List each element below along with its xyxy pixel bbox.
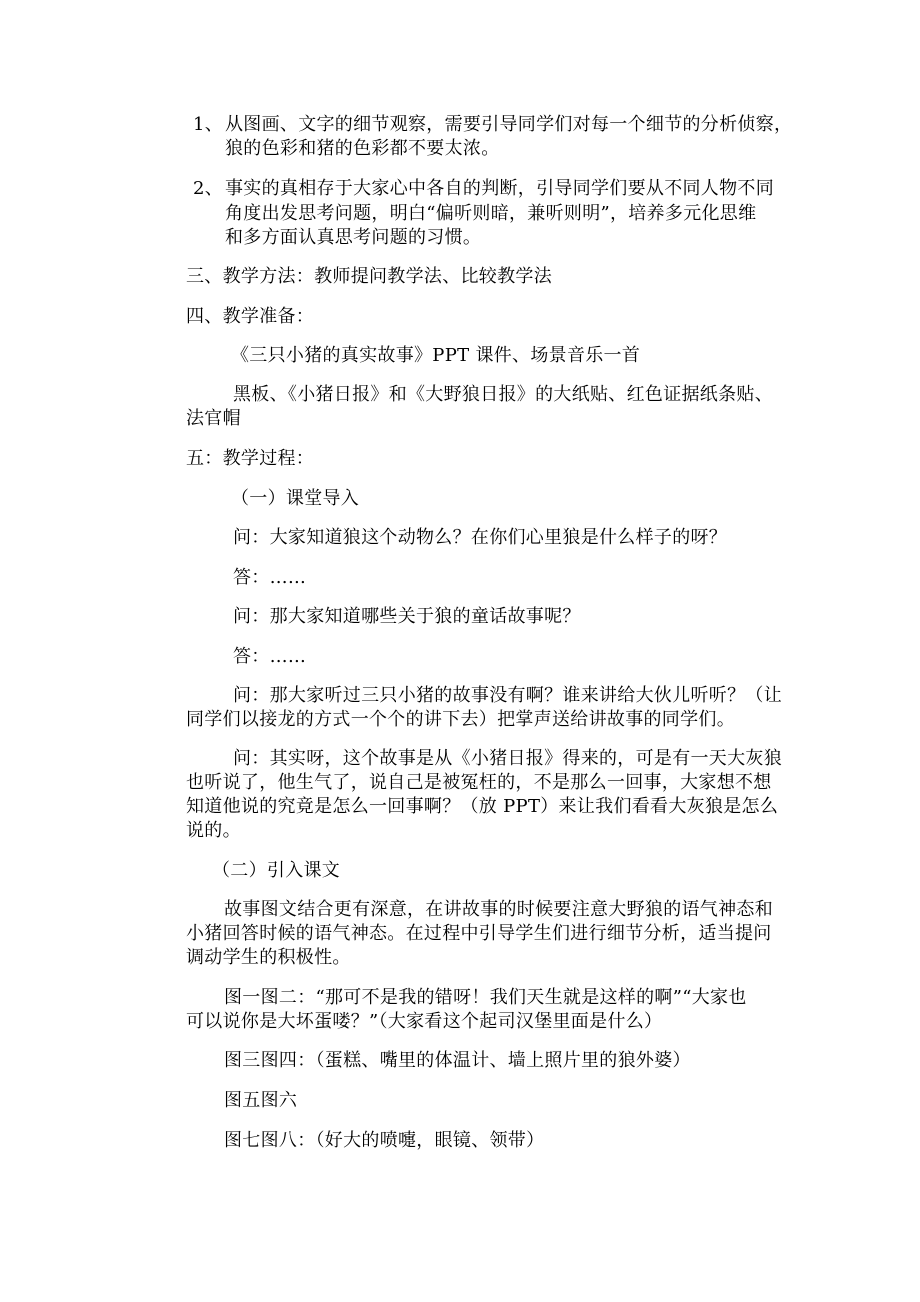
fig56-line: 图五图六 (224, 1090, 298, 1111)
goal-1-line-2: 狼的色彩和猪的色彩都不要太浓。 (225, 138, 500, 159)
section-teaching-method: 三、教学方法：教师提问教学法、比较教学法 (186, 266, 552, 287)
goal-2-line-2: 角度出发思考问题，明白“偏听则暗，兼听则明”，培养多元化思维 (225, 203, 757, 224)
fig12-line-1: 图一图二：“那可不是我的错呀！我们天生就是这样的啊”“大家也 (224, 987, 747, 1008)
para-q3-line-2: 同学们以接龙的方式一个个的讲下去）把掌声送给讲故事的同学们。 (186, 709, 735, 730)
fig34-line: 图三图四：（蛋糕、嘴里的体温计、墙上照片里的狼外婆） (224, 1050, 691, 1071)
qa-line-1: 问：大家知道狼这个动物么？在你们心里狼是什么样子的呀？ (233, 527, 728, 548)
fig78-line: 图七图八：（好大的喷嚏，眼镜、领带） (224, 1130, 545, 1151)
goal-2-line-1: 事实的真相存于大家心中各自的判断，引导同学们要从不同人物不同 (225, 178, 774, 199)
prep-line-3: 法官帽 (186, 408, 241, 429)
qa-line-3: 问：那大家知道哪些关于狼的童话故事呢？ (233, 606, 581, 627)
para-story-line-3: 调动学生的积极性。 (186, 947, 351, 968)
section-teaching-process: 五：教学过程： (186, 448, 315, 469)
goal-2-line-3: 和多方面认真思考问题的习惯。 (225, 227, 482, 248)
goal-2-number: 2、 (193, 178, 224, 199)
goal-1-line-1: 从图画、文字的细节观察，需要引导同学们对每一个细节的分析侦察， (225, 114, 793, 135)
part2-heading: （二）引入课文 (212, 860, 341, 881)
fig12-line-2: 可以说你是大坏蛋喽？”（大家看这个起司汉堡里面是什么） (186, 1011, 663, 1032)
goal-1-number: 1、 (193, 114, 224, 135)
para-q4-line-2: 也听说了，他生气了，说自己是被冤枉的，不是那么一回事，大家想不想 (186, 772, 772, 793)
prep-line-1: 《三只小猪的真实故事》PPT 课件、场景音乐一首 (231, 345, 641, 366)
prep-line-2: 黑板、《小猪日报》和《大野狼日报》的大纸贴、红色证据纸条贴、 (233, 384, 773, 405)
para-q4-line-3: 知道他说的究竟是怎么一回事啊？（放 PPT）来让我们看看大灰狼是怎么 (186, 796, 779, 817)
qa-line-2: 答：…… (233, 567, 307, 588)
para-q4-line-4: 说的。 (186, 820, 241, 841)
section-teaching-prep: 四、教学准备： (186, 306, 315, 327)
para-q3-line-1: 问：那大家听过三只小猪的故事没有啊？谁来讲给大伙儿听听？（让 (233, 685, 782, 706)
part1-heading: （一）课堂导入 (231, 488, 360, 509)
qa-line-4: 答：…… (233, 646, 307, 667)
para-story-line-2: 小猪回答时候的语气神态。在过程中引导学生们进行细节分析，适当提问 (186, 923, 772, 944)
para-story-line-1: 故事图文结合更有深意，在讲故事的时候要注意大野狼的语气神态和 (224, 899, 773, 920)
para-q4-line-1: 问：其实呀，这个故事是从《小猪日报》得来的，可是有一天大灰狼 (233, 748, 782, 769)
